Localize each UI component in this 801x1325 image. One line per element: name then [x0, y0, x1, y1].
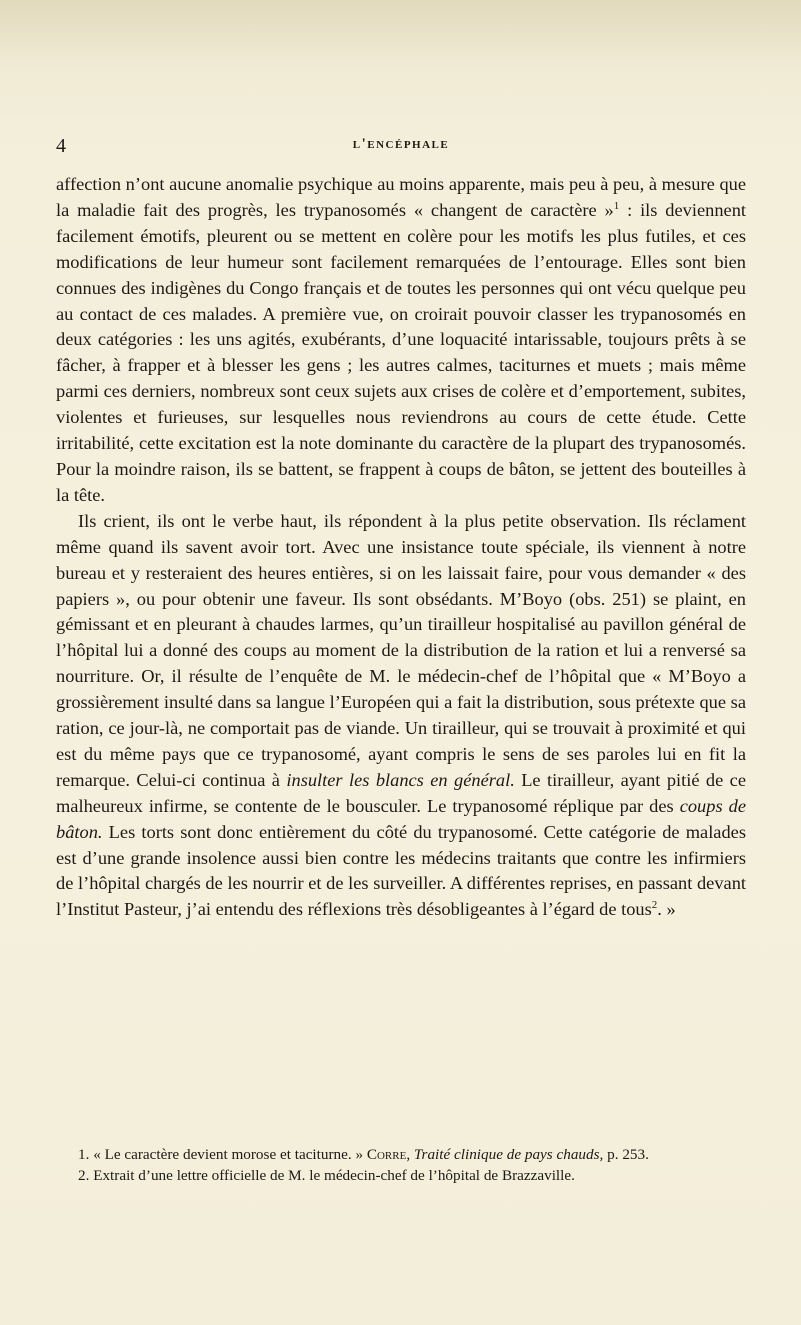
paragraph-2-text-d: . »	[657, 899, 676, 920]
paragraph-1-text-b: : ils deviennent facilement émotifs, pleurent ou se mettent en colère pour les motifs les plus futiles, et ces modifications de leur humeur sont facilement remarquées de l’entourage. Elles sont bien connues des indigènes du Congo français et de toutes les personnes qui ont vécu quelque peu au contact de ces malades. A première vue, on croirait pouvoir classer les trypanosomés en deux catégories : les uns agités, exubérants, d’une loquacité intarissable, toujours prêts à se fâcher, à frapper et à blesser les gens ; les autres calmes, taciturnes et muets ; mais même parmi ces derniers, nombreux sont ceux sujets aux crises de colère et d’emportement, subites, violentes et furieuses, sur lesquelles nous reviendrons au cours de cette étude. Cette irritabilité, cette excitation est la note dominante du caractère de la plupart des trypanosomés. Pour la moindre raison, ils se battent, se frappent à coups de bâton, se jettent des bouteilles à la tête.	[56, 199, 746, 505]
paragraph-2-text-b: Le tirailleur, ayant pitié de ce malheureux infirme, se contente de le bousculer. Le trypanosomé réplique par des	[56, 769, 747, 816]
footnote-1	[56, 1144, 746, 1165]
paragraph-2-text-c: Les torts sont donc entièrement du côté du trypanosomé. Cette catégorie de malades est d’une grande insolence aussi bien contre les médecins traitants que contre les infirmiers de l’hôpital chargés de les nourrir et de les surveiller. A différentes reprises, en passant devant l’Institut Pasteur, j’ai entendu des réflexions très désobligeantes à l’égard de tous	[56, 821, 746, 920]
page-number: 4	[56, 135, 66, 157]
footnote-1-author: Corre,	[366, 1146, 411, 1163]
paragraph-2	[56, 509, 746, 924]
paragraph-1	[56, 172, 746, 509]
footnote-1-page: p. 253.	[603, 1146, 649, 1163]
footnote-1-title: Traité clinique de pays chauds,	[413, 1146, 604, 1163]
paragraph-2-italic-2: coups de bâton.	[56, 795, 746, 842]
body-text	[56, 172, 746, 923]
footnote-ref-2: 2	[651, 899, 658, 912]
top-stain	[0, 0, 801, 70]
footnote-1-text: 1. « Le caractère devient morose et taciturne. »	[78, 1146, 367, 1163]
footnote-ref-1: 1	[613, 199, 620, 212]
paragraph-1-text-a: affection n’ont aucune anomalie psychique au moins apparente, mais peu à peu, à mesure que la maladie fait des progrès, les trypanosomés « changent de caractère »	[56, 174, 746, 220]
page-header	[56, 134, 746, 160]
footnotes	[56, 1144, 746, 1186]
paragraph-2-italic-1: insulter les blancs en général.	[286, 769, 515, 790]
paragraph-2-text-a: Ils crient, ils ont le verbe haut, ils répondent à la plus petite observation. Ils réclament même quand ils savent avoir tort. Avec une insistance toute spéciale, ils viennent à notre bureau et y resteraient des heures entières, si on les laissait faire, pour vous demander « des papiers », ou pour obtenir une faveur. Ils sont obsédants. M’Boyo (obs. 251) se plaint, en gémissant et en pleurant à chaudes larmes, qu’un tirailleur hospitalisé au pavillon général de l’hôpital lui a donné des coups au moment de la distribution de la ration et lui a renversé sa nourriture. Or, il résulte de l’enquête de M. le médecin-chef de l’hôpital que « M’Boyo a grossièrement insulté dans sa langue l’Européen qui a fait la distribution, sous prétexte que sa ration, ce jour-là, ne comportait pas de viande. Un tirailleur, qui se trouvait à proximité et qui est du même pays que ce trypanosomé, ayant compris le sens de ses paroles lui en fit la remarque. Celui-ci continua à	[56, 510, 746, 790]
footnote-2: 2. Extrait d’une lettre officielle de M. le médecin-chef de l’hôpital de Brazzaville.	[78, 1167, 575, 1184]
running-head: l'encéphale	[352, 136, 450, 152]
